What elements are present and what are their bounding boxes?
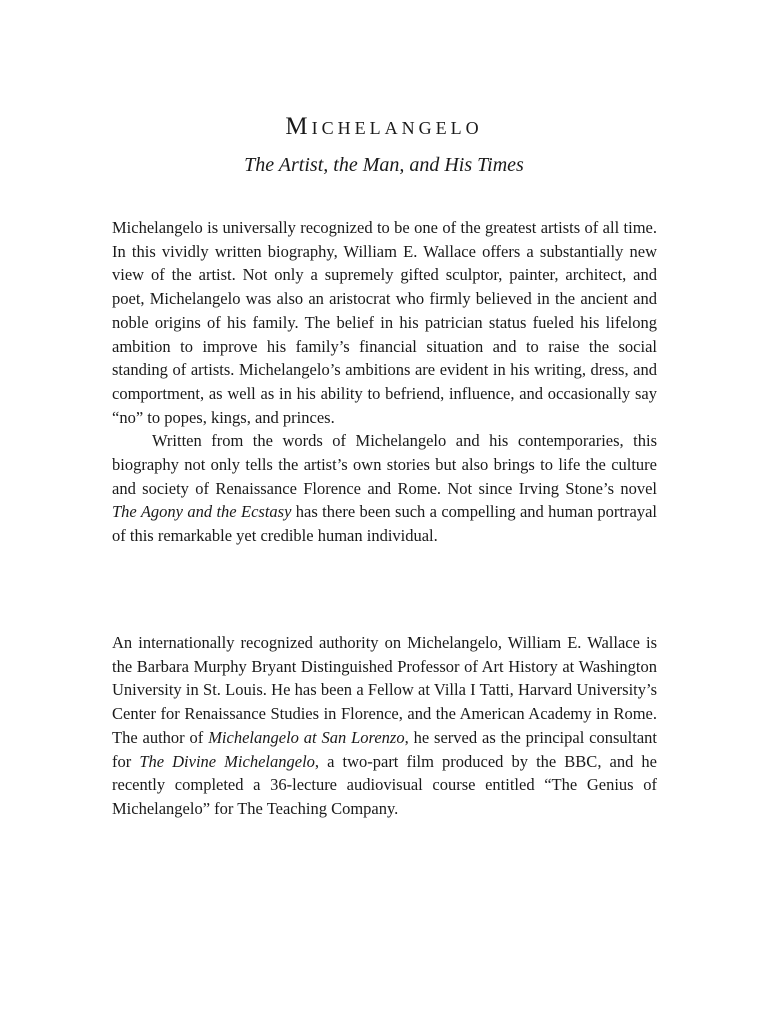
bio-text: An internationally recognized authority on Michelangelo, William E. Wallace is the Barbara Murphy Bryant Distinguished Professor of Art History at Washington University in St. Louis. He has been a Fellow at Villa I Tatti, Harvard University’s Center for Renaissance Studies in Florence, and the American Academy in Rome. The author of <box>112 633 657 747</box>
bio-text: , he served as the principal consultant for <box>112 727 657 771</box>
book-description <box>112 216 657 548</box>
description-paragraph: Michelangelo is universally recognized to be one of the greatest artists of all time. In this vividly written biography, William E. Wallace offers a substantially new view of the artist. Not only a supremely gifted sculptor, painter, architect, and poet, Michelangelo was also an aristocrat who firmly believed in the ancient and noble origins of his family. The belief in his patrician status fueled his lifelong ambition to improve his family’s financial situation and to raise the social standing of artists. Michelangelo’s ambitions are evident in his writing, dress, and comportment, as well as in his ability to befriend, influence, and occasionally say “no” to popes, kings, and princes. <box>112 218 657 427</box>
book-subtitle: The Artist, the Man, and His Times <box>244 154 524 176</box>
description-paragraph <box>112 429 657 548</box>
book-title: Michelangelo <box>285 113 483 140</box>
description-text: Written from the words of Michelangelo and his contemporaries, this biography not only tells the artist’s own stories but also brings to life the culture and society of Renaissance Florence and Rome. Not since Irving Stone’s novel <box>112 431 657 498</box>
book-title-reference: Michelangelo at San Lorenzo <box>208 727 405 747</box>
bio-text: , a two-part film produced by the BBC, and he recently completed a 36-lecture audiovisual course entitled “The Genius of Michelangelo” for The Teaching Company. <box>112 751 657 818</box>
description-text: has there been such a compelling and human portrayal of this remarkable yet credible human individual. <box>112 502 657 546</box>
book-title-reference: The Agony and the Ecstasy <box>112 502 292 522</box>
film-title-reference: The Divine Michelangelo <box>139 751 315 771</box>
bio-paragraph <box>112 631 657 821</box>
author-bio <box>112 631 657 821</box>
